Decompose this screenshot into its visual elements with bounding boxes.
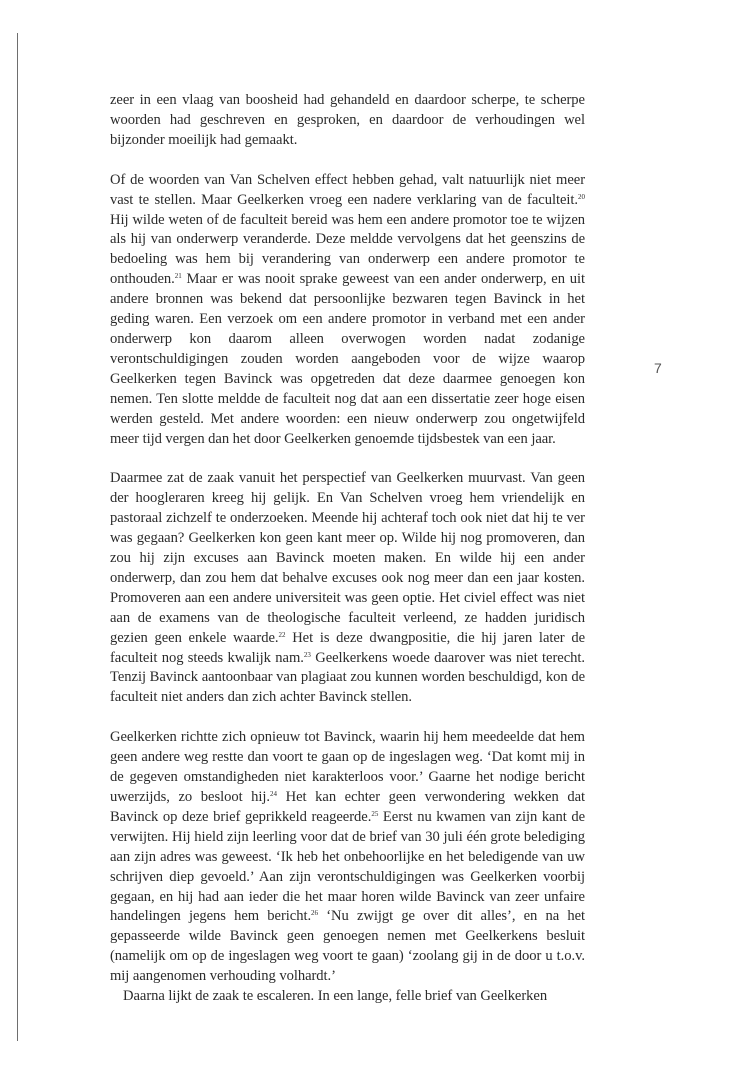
paragraph-2 bbox=[110, 171, 585, 450]
page-edge-rule bbox=[17, 33, 18, 1041]
footnote-ref-24[interactable]: 24 bbox=[270, 790, 278, 798]
body-text bbox=[110, 91, 585, 1007]
text-run: ‘Nu zwijgt ge over dit alles’, en na het gepasseerde wilde Bavinck geen genoegen nemen met Geelkerkens besluit (namelijk om op de ingeslagen weg voort te gaan) ‘zoolang gij in de door u t.o.v. mij aangenomen verhouding volhardt.’ bbox=[110, 908, 585, 985]
paragraph-1 bbox=[110, 91, 585, 151]
paragraph-5 bbox=[110, 987, 585, 1007]
text-run: Maar er was nooit sprake geweest van een ander onderwerp, en uit andere bronnen was bekend dat persoonlijke bezwaren tegen Bavinck in het geding waren. Een verzoek om een andere promotor in verband met een ander onderwerp kon daarom alleen overwogen worden nadat zodanige verontschuldigingen zouden worden aangeboden voor de wijze waarop Geelkerken tegen Bavinck was opgetreden dat deze daarmee genoegen kon nemen. Ten slotte meldde de faculteit nog dat aan een dissertatie zeer hoge eisen werden gesteld. Met andere woorden: een nieuw onderwerp zou ongetwijfeld meer tijd vergen dan het door Geelkerken genoemde tijdsbestek van een jaar. bbox=[110, 271, 585, 447]
text-run: Daarmee zat de zaak vanuit het perspectief van Geelkerken muurvast. Van geen der hoogleraren kreeg hij gelijk. En Van Schelven vroeg hem vriendelijk en pastoraal zichzelf te onderzoeken. Meende hij achteraf toch ook niet dat hij te ver was gegaan? Geelkerken kon geen kant meer op. Wilde hij nog promoveren, dan zou hij zijn excuses aan Bavinck moeten maken. En wilde hij een ander onderwerp, dan zou hem dat behalve excuses ook nog meer dan een jaar kosten. Promoveren aan een andere universiteit was geen optie. Het civiel effect was niet aan de examens van de theologische faculteit verleend, ze hadden juridisch gezien geen enkele waarde. bbox=[110, 470, 585, 646]
paragraph-3 bbox=[110, 469, 585, 708]
text-run: Of de woorden van Van Schelven effect hebben gehad, valt natuurlijk niet meer vast te stellen. Maar Geelkerken vroeg een nadere verklaring van de faculteit. bbox=[110, 171, 585, 208]
text-run: zeer in een vlaag van boosheid had gehandeld en daardoor scherpe, te scherpe woorden had geschreven en gesproken, en daardoor de verhoudingen wel bijzonder moeilijk had gemaakt. bbox=[110, 92, 585, 148]
text-run: Het is deze dwangpositie, die hij jaren later de faculteit nog steeds kwalijk nam. bbox=[110, 629, 585, 666]
text-run: Hij wilde weten of de faculteit bereid was hem een andere promotor toe te wijzen als hij van onderwerp veranderde. Deze meldde vervolgens dat het geenszins de bedoeling was hem bij verandering van onderwerp een andere promotor te onthouden. bbox=[110, 211, 585, 288]
footnote-ref-23[interactable]: 23 bbox=[303, 650, 311, 659]
text-run: Het kan echter geen verwondering wekken dat Bavinck op deze brief geprikkeld reageerde. bbox=[110, 789, 586, 825]
footnote-ref-20[interactable]: 20 bbox=[578, 192, 585, 201]
text-run: Eerst nu kwamen van zijn kant de verwijten. Hij hield zijn leerling voor dat de brief van 30 juli één grote belediging aan zijn adres was geweest. ‘Ik heb het onbehoorlijke en het beledigende van uw schrijven diep gevoeld.’ Aan zijn verontschuldigingen was Geelkerken voorbij gegaan, en hij had aan ieder die het maar horen wilde Bavinck van zeer unfaire handelingen jegens hem bericht. bbox=[110, 808, 586, 925]
footnote-ref-25[interactable]: 25 bbox=[371, 809, 379, 818]
footnote-ref-26[interactable]: 26 bbox=[311, 909, 319, 918]
text-run: Geelkerken richtte zich opnieuw tot Bavinck, waarin hij hem meedeelde dat hem geen andere weg restte dan voort te gaan op de ingeslagen weg. ‘Dat komt mij in de gegeven omstandigheden niet karakterloos voor.’ Gaarne het nodige bericht uwerzijds, zo besloot hij. bbox=[110, 729, 585, 805]
text-run: Daarna lijkt de zaak te escaleren. In een lange, felle brief van Geelkerken bbox=[123, 988, 548, 1005]
footnote-ref-22[interactable]: 22 bbox=[278, 630, 286, 639]
text-run: Geelkerkens woede daarover was niet terecht. Tenzij Bavinck aantoonbaar van plagiaat zou kunnen worden beschuldigd, kon de faculteit niet anders dan zich achter Bavinck stellen. bbox=[110, 649, 585, 706]
paragraph-4 bbox=[110, 728, 585, 987]
footnote-ref-21[interactable]: 21 bbox=[174, 272, 182, 281]
page-number: 7 bbox=[654, 360, 662, 376]
